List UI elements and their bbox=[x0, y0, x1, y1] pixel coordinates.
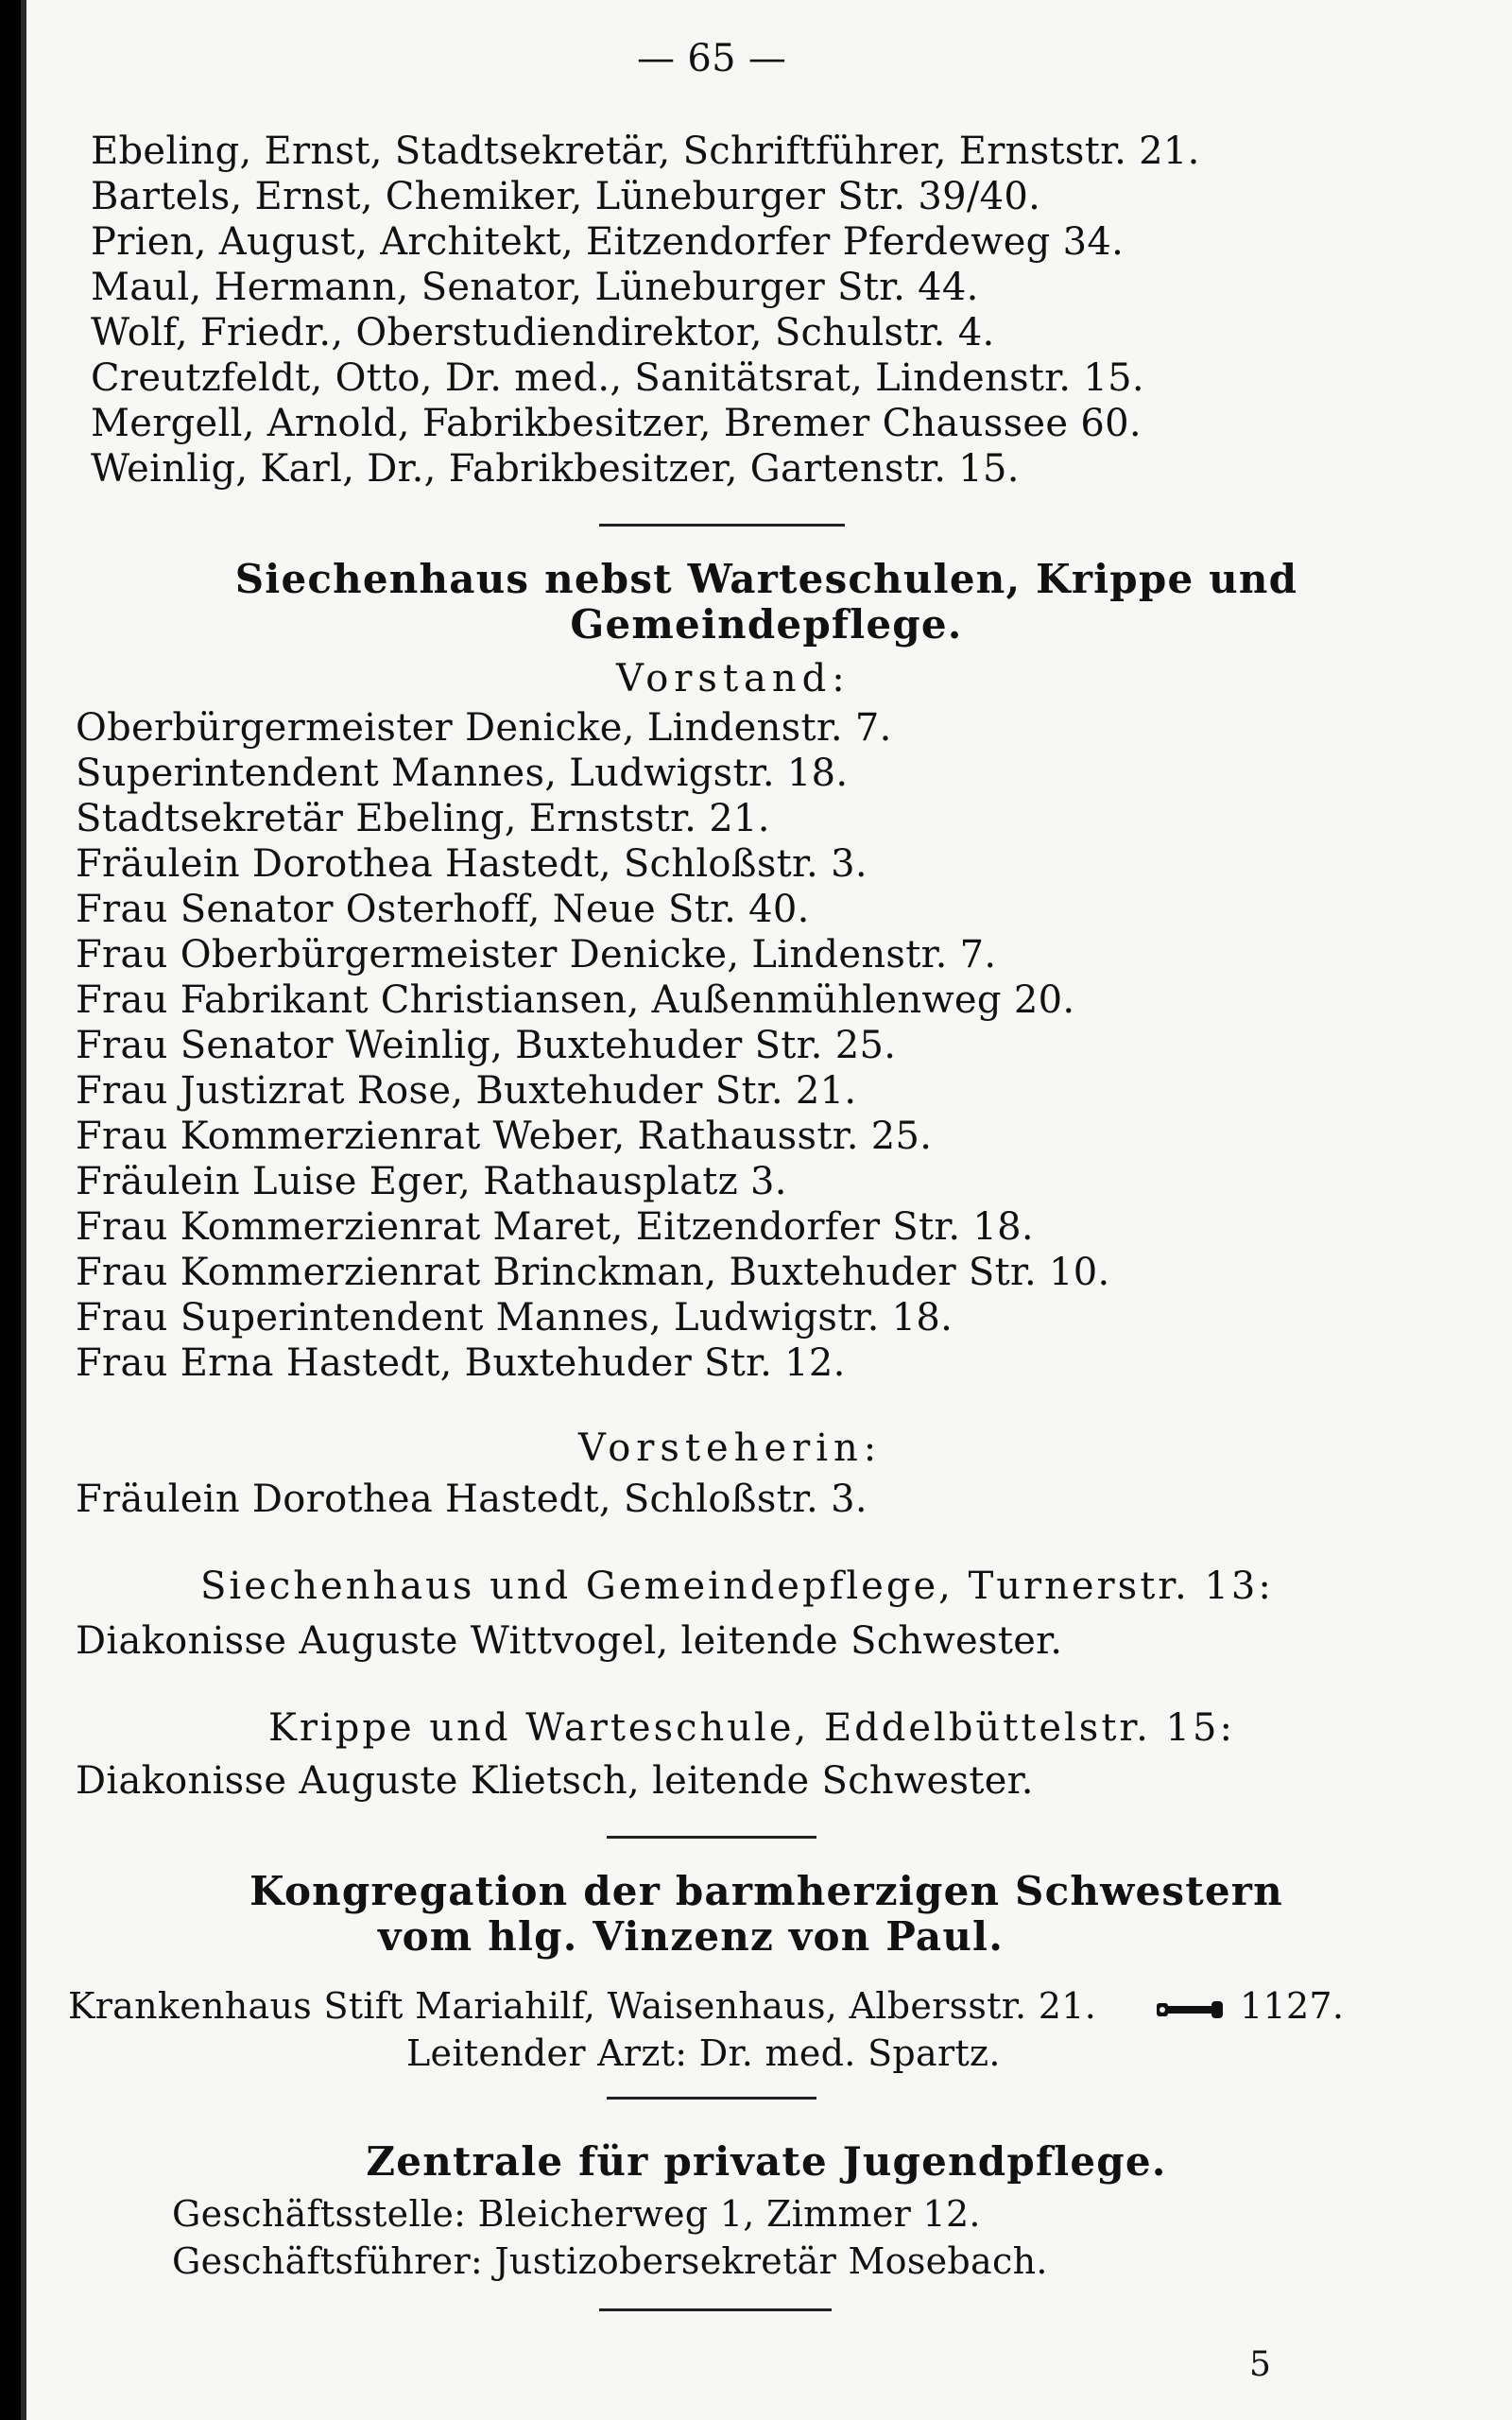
section-divider bbox=[607, 1836, 816, 1839]
section-divider bbox=[599, 2308, 832, 2311]
vorstand-entry: Frau Oberbürgermeister Denicke, Lindenstr. 7. bbox=[76, 933, 997, 977]
intro-entry: Mergell, Arnold, Fabrikbesitzer, Bremer Chaussee 60. bbox=[91, 402, 1142, 445]
kongregation-doctor: Leitender Arzt: Dr. med. Spartz. bbox=[406, 2032, 1001, 2074]
section-divider bbox=[607, 2097, 816, 2100]
vorstand-entry: Fräulein Luise Eger, Rathausplatz 3. bbox=[76, 1160, 787, 1203]
page-binding-edge bbox=[21, 0, 26, 2420]
gemeindepflege-entry: Diakonisse Auguste Wittvogel, leitende Schwester. bbox=[76, 1619, 1063, 1663]
vorstand-entry: Stadtsekretär Ebeling, Ernststr. 21. bbox=[76, 797, 770, 840]
kongregation-phone bbox=[1155, 1983, 1344, 2029]
document-page bbox=[21, 0, 1512, 2420]
vorstand-entry: Superintendent Mannes, Ludwigstr. 18. bbox=[76, 752, 849, 795]
krippe-label: Krippe und Warteschule, Eddelbüttelstr. 15: bbox=[268, 1706, 1235, 1750]
zentrale-manager: Geschäftsführer: Justizobersekretär Mosebach. bbox=[172, 2240, 1048, 2282]
zentrale-office: Geschäftsstelle: Bleicherweg 1, Zimmer 12. bbox=[172, 2193, 981, 2235]
vorstand-entry: Frau Senator Osterhoff, Neue Str. 40. bbox=[76, 888, 810, 931]
vorstand-entry: Frau Kommerzienrat Brinckman, Buxtehuder Str. 10. bbox=[76, 1251, 1110, 1294]
vorstand-entry: Frau Justizrat Rose, Buxtehuder Str. 21. bbox=[76, 1069, 857, 1113]
section-heading-kongregation: Kongregation der barmherzigen Schwestern bbox=[249, 1868, 1283, 1914]
vorstand-label: Vorstand: bbox=[616, 657, 850, 700]
gemeindepflege-label: Siechenhaus und Gemeindepflege, Turnerstr. 13: bbox=[200, 1564, 1274, 1608]
intro-entry: Ebeling, Ernst, Stadtsekretär, Schriftführer, Ernststr. 21. bbox=[91, 130, 1200, 173]
intro-entry: Prien, August, Architekt, Eitzendorfer Pferdeweg 34. bbox=[91, 220, 1125, 264]
vorstand-entry: Frau Kommerzienrat Weber, Rathausstr. 25. bbox=[76, 1115, 933, 1158]
vorstand-entry: Frau Kommerzienrat Maret, Eitzendorfer Str. 18. bbox=[76, 1205, 1034, 1249]
vorstand-entry: Frau Senator Weinlig, Buxtehuder Str. 25. bbox=[76, 1024, 897, 1067]
section-heading-kongregation-cont: vom hlg. Vinzenz von Paul. bbox=[377, 1913, 1005, 1960]
vorstand-entry: Frau Erna Hastedt, Buxtehuder Str. 12. bbox=[76, 1341, 846, 1385]
vorstand-entry: Fräulein Dorothea Hastedt, Schloßstr. 3. bbox=[76, 842, 868, 886]
intro-entry: Creutzfeldt, Otto, Dr. med., Sanitätsrat, Lindenstr. 15. bbox=[91, 356, 1144, 400]
intro-entry: Wolf, Friedr., Oberstudiendirektor, Schulstr. 4. bbox=[91, 311, 995, 354]
intro-entry: Maul, Hermann, Senator, Lüneburger Str. 44. bbox=[91, 266, 979, 309]
kongregation-address: Krankenhaus Stift Mariahilf, Waisenhaus, Albersstr. 21. bbox=[68, 1985, 1097, 2027]
section-divider bbox=[599, 524, 845, 527]
vorsteherin-label: Vorsteherin: bbox=[578, 1426, 883, 1470]
signature-mark: 5 bbox=[1249, 2345, 1272, 2384]
vorstand-entry: Frau Fabrikant Christiansen, Außenmühlenweg 20. bbox=[76, 978, 1075, 1022]
phone-number: 1127. bbox=[1240, 1985, 1345, 2027]
section-heading-siechenhaus-cont: Gemeindepflege. bbox=[570, 601, 963, 648]
section-heading-siechenhaus: Siechenhaus nebst Warteschulen, Krippe und bbox=[234, 556, 1298, 602]
section-heading-zentrale: Zentrale für private Jugendpflege. bbox=[366, 2138, 1167, 2185]
vorsteherin-entry: Fräulein Dorothea Hastedt, Schloßstr. 3. bbox=[76, 1478, 868, 1521]
telephone-icon bbox=[1155, 1997, 1225, 2022]
intro-entry: Weinlig, Karl, Dr., Fabrikbesitzer, Gartenstr. 15. bbox=[91, 447, 1020, 491]
page-number: — 65 — bbox=[637, 37, 787, 80]
vorstand-entry: Oberbürgermeister Denicke, Lindenstr. 7. bbox=[76, 706, 892, 750]
intro-entry: Bartels, Ernst, Chemiker, Lüneburger Str. 39/40. bbox=[91, 175, 1041, 218]
krippe-entry: Diakonisse Auguste Klietsch, leitende Schwester. bbox=[76, 1759, 1034, 1803]
vorstand-entry: Frau Superintendent Mannes, Ludwigstr. 18. bbox=[76, 1296, 954, 1340]
